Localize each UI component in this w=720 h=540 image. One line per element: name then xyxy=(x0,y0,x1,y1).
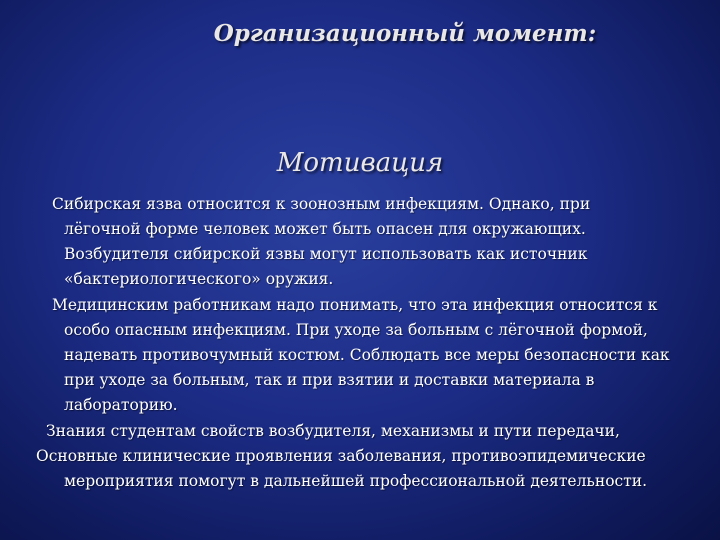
slide-subtitle: Мотивация xyxy=(276,148,444,178)
body-line: «бактериологического» оружия. xyxy=(64,270,334,288)
body-line: особо опасным инфекциям. При уходе за больным с лёгочной формой, xyxy=(64,321,648,339)
body-line: мероприятия помогут в дальнейшей профессиональной деятельности. xyxy=(64,472,648,490)
body-line: при уходе за больным, так и при взятии и доставки материала в xyxy=(64,371,595,389)
body-line: Медицинским работникам надо понимать, что эта инфекция относится к xyxy=(52,296,658,314)
body-line: Возбудителя сибирской язвы могут использовать как источник xyxy=(64,245,588,263)
body-line: Знания студентам свойств возбудителя, механизмы и пути передачи, xyxy=(46,422,620,440)
body-line: лабораторию. xyxy=(64,396,178,414)
body-line: Сибирская язва относится к зоонозным инфекциям. Однако, при xyxy=(52,195,591,213)
slide-title: Организационный момент: xyxy=(213,20,597,47)
body-line: лёгочной форме человек может быть опасен для окружающих. xyxy=(64,220,586,238)
body-line: Основные клинические проявления заболевания, противоэпидемические xyxy=(36,447,646,465)
body-line: надевать противочумный костюм. Соблюдать все меры безопасности как xyxy=(64,346,670,364)
